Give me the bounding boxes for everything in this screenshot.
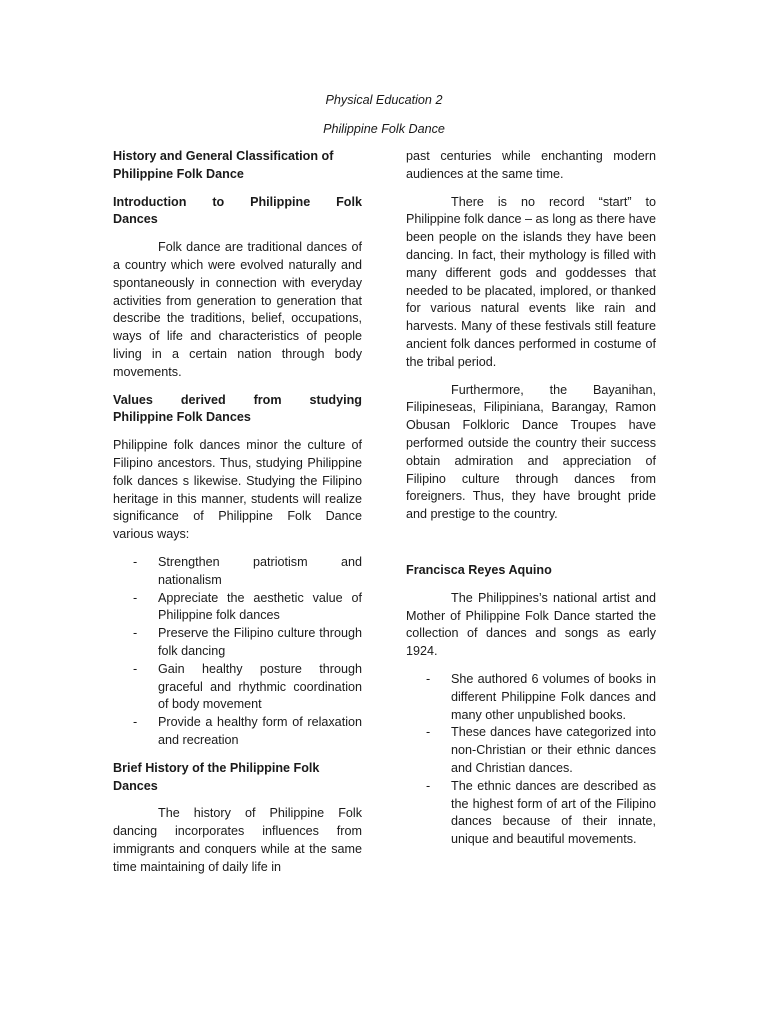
list-item: - She authored 6 volumes of books in different Philippine Folk dances and many other unpublished books. — [406, 671, 656, 724]
section-heading-brief-history: Brief History of the Philippine Folk Dances — [113, 760, 320, 793]
section-heading-history: History and General Classification of Philippine Folk Dance — [113, 149, 334, 181]
list-item: - The ethnic dances are described as the highest form of art of the Filipino dances because of their innate, unique and beautiful movements. — [406, 778, 656, 849]
list-item: - Gain healthy posture through graceful and rhythmic coordination of body movement — [113, 661, 362, 714]
heading-line: Values derived from studying — [113, 392, 362, 407]
list-item: - Preserve the Filipino culture through folk dancing — [113, 625, 362, 661]
list-item: - Appreciate the aesthetic value of Philippine folk dances — [113, 590, 362, 626]
paragraph-values: Philippine folk dances minor the culture of Filipino ancestors. Thus, studying Philippine folk dances s likewise. Studying the Filipino heritage in this manner, students will realize significance of Philippine Folk Dance various ways: — [113, 438, 362, 542]
list-item: - Provide a healthy form of relaxation and recreation — [113, 714, 362, 750]
list-item: - Strengthen patriotism and nationalism — [113, 554, 362, 590]
heading-line: Dances — [113, 212, 158, 227]
section-heading-values — [113, 392, 362, 428]
list-item: - These dances have categorized into non-Christian or their ethnic dances and Christian dances. — [406, 724, 656, 777]
heading-line: Introduction to Philippine Folk — [113, 194, 362, 209]
paragraph-history: The history of Philippine Folk dancing incorporates influences from immigrants and conquers while at the same time maintaining of daily life in — [113, 806, 362, 874]
paragraph-troupes: Furthermore, the Bayanihan, Filipineseas, Filipiniana, Barangay, Ramon Obusan Folkloric Dance Troupes have performed outside the country their success obtain admiration and appreciation of Filipino culture through dances from foreigners. Thus, they have brought pride and prestige to the country. — [406, 382, 656, 522]
values-list — [113, 554, 362, 750]
right-column — [406, 148, 656, 859]
section-heading-introduction — [113, 194, 362, 230]
section-heading-aquino: Francisca Reyes Aquino — [406, 562, 552, 577]
page-title: Physical Education 2 — [325, 93, 443, 107]
paragraph-history-continued: past centuries while enchanting modern audiences at the same time. — [406, 149, 656, 181]
paragraph-aquino: The Philippines’s national artist and Mother of Philippine Folk Dance started the collection of dances and songs as early 1924. — [406, 590, 656, 659]
paragraph-start: There is no record “start” to Philippine folk dance – as long as there have been people on the islands they have been dancing. In fact, their mythology is filled with many different gods and goddesses that needed to be placated, implored, or thanked for various natural events like rain and harvests. Many of these festivals still feature ancient folk dances performed in costume of the tribal period. — [406, 194, 656, 369]
page-subtitle: Philippine Folk Dance — [323, 122, 445, 136]
heading-line: Philippine Folk Dances — [113, 410, 251, 425]
left-column — [113, 148, 362, 876]
aquino-list — [406, 671, 656, 849]
paragraph-intro: Folk dance are traditional dances of a country which were evolved naturally and spontaneously in connection with everyday activities from generation to generation that describe the traditions, belief, occupations, ways of life and characteristics of people living in a certain nation through body movements. — [113, 240, 362, 379]
